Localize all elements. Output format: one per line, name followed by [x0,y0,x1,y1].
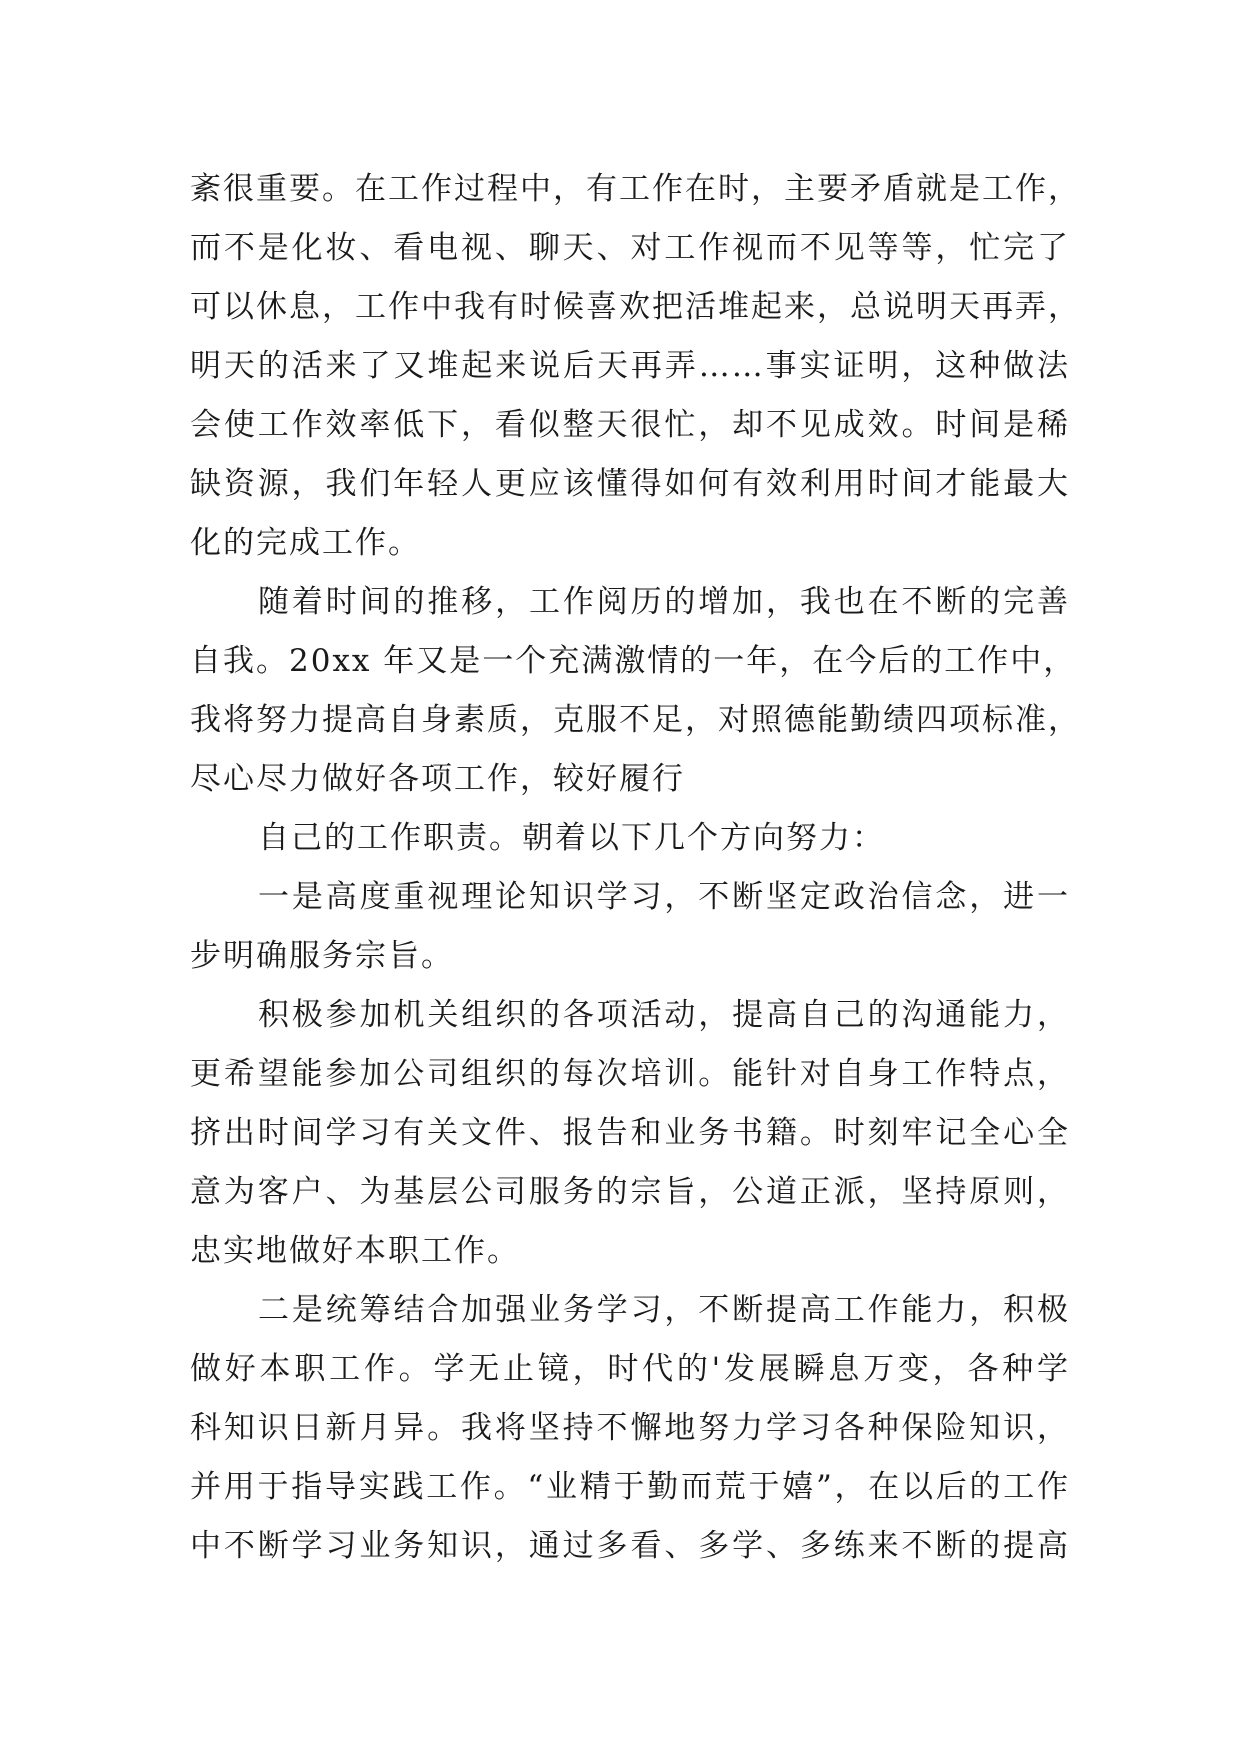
paragraph-start-line: 一是高度重视理论知识学习，不断坚定政治信念，进一 [258,879,1070,915]
text-line: 中不断学习业务知识，通过多看、多学、多练来不断的提高 [190,1528,1070,1564]
text-line: 明天的活来了又堆起来说后天再弄……事实证明，这种做法 [190,348,1070,384]
text-line: 尽心尽力做好各项工作，较好履行 [190,761,685,797]
text-line: 并用于指导实践工作。“业精于勤而荒于嬉”，在以后的工作 [190,1469,1070,1505]
text-line: 紊很重要。在工作过程中，有工作在时，主要矛盾就是工作， [190,171,1081,207]
text-line: 可以休息，工作中我有时候喜欢把活堆起来，总说明天再弄， [190,289,1081,325]
document-body [190,160,1081,1576]
text-line: 步明确服务宗旨。 [190,938,454,974]
text-line: 科知识日新月异。我将坚持不懈地努力学习各种保险知识， [190,1410,1070,1446]
paragraph-start-line: 积极参加机关组织的各项活动，提高自己的沟通能力， [258,997,1070,1033]
text-line: 忠实地做好本职工作。 [190,1233,520,1269]
text-line: 缺资源，我们年轻人更应该懂得如何有效利用时间才能最大 [190,466,1070,502]
text-line: 而不是化妆、看电视、聊天、对工作视而不见等等，忙完了 [190,230,1070,266]
paragraph-start-line: 二是统筹结合加强业务学习，不断提高工作能力，积极 [258,1292,1070,1328]
text-line: 我将努力提高自身素质，克服不足，对照德能勤绩四项标准， [190,702,1081,738]
text-line: 意为客户、为基层公司服务的宗旨，公道正派，坚持原则， [190,1174,1070,1210]
paragraph-start-line: 随着时间的推移，工作阅历的增加，我也在不断的完善 [258,584,1070,620]
text-line: 更希望能参加公司组织的每次培训。能针对自身工作特点， [190,1056,1070,1092]
text-line: 挤出时间学习有关文件、报告和业务书籍。时刻牢记全心全 [190,1115,1070,1151]
text-line: 自我。20xx 年又是一个充满激情的一年，在今后的工作中， [190,643,1077,679]
text-line: 做好本职工作。学无止镜，时代的'发展瞬息万变，各种学 [190,1351,1070,1387]
paragraph-start-line: 自己的工作职责。朝着以下几个方向努力： [258,820,885,856]
text-line: 化的完成工作。 [190,525,421,561]
text-line: 会使工作效率低下，看似整天很忙，却不见成效。时间是稀 [190,407,1070,443]
